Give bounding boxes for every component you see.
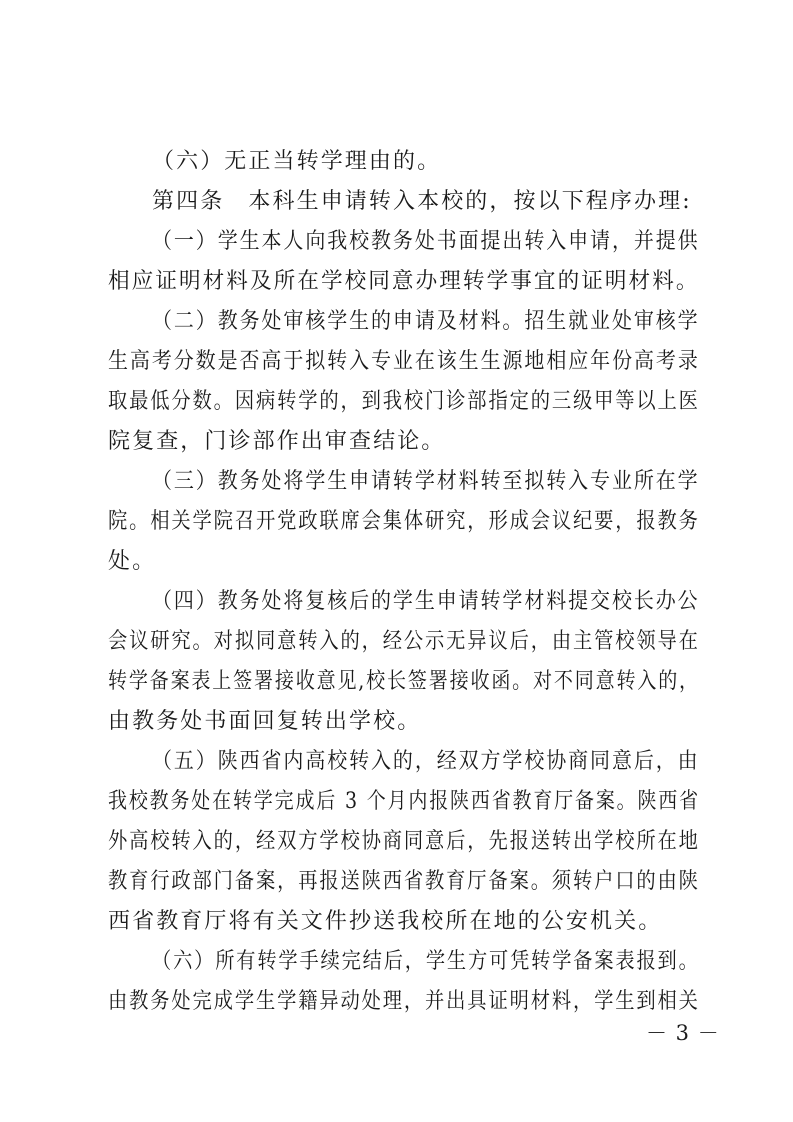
paragraph-line-16: （五）陕西省内高校转入的，经双方学校协商同意后，由: [152, 749, 700, 774]
page-number: － 3 －: [646, 1021, 720, 1045]
paragraph-line-21: （六）所有转学手续完结后，学生方可凭转学备案表报到。: [152, 949, 700, 974]
paragraph-line-7: 取最低分数。因病转学的，到我校门诊部指定的三级甲等以上医: [108, 389, 700, 414]
paragraph-line-13: 会议研究。对拟同意转入的，经公示无异议后，由主管校领导在: [108, 629, 700, 654]
paragraph-line-14: 转学备案表上签署接收意见,校长签署接收函。对不同意转入的，: [108, 669, 700, 694]
paragraph-line-10: 院。相关学院召开党政联席会集体研究，形成会议纪要，报教务: [108, 509, 700, 534]
paragraph-line-12: （四）教务处将复核后的学生申请转学材料提交校长办公: [152, 589, 700, 614]
paragraph-line-3: （一）学生本人向我校教务处书面提出转入申请，并提供: [152, 229, 700, 254]
paragraph-line-19: 教育行政部门备案，再报送陕西省教育厅备案。须转户口的由陕: [108, 869, 700, 894]
paragraph-line-8: 院复查，门诊部作出审查结论。: [108, 429, 446, 454]
paragraph-line-4: 相应证明材料及所在学校同意办理转学事宜的证明材料。: [108, 269, 700, 294]
paragraph-line-6: 生高考分数是否高于拟转入专业在该生生源地相应年份高考录: [108, 349, 700, 374]
paragraph-line-2: 第四条 本科生申请转入本校的，按以下程序办理:: [152, 189, 692, 214]
paragraph-line-5: （二）教务处审核学生的申请及材料。招生就业处审核学: [152, 309, 700, 334]
paragraph-line-20: 西省教育厅将有关文件抄送我校所在地的公安机关。: [108, 909, 663, 934]
paragraph-line-1: （六）无正当转学理由的。: [152, 149, 442, 174]
paragraph-line-18: 外高校转入的，经双方学校协商同意后，先报送转出学校所在地: [108, 829, 700, 854]
paragraph-line-9: （三）教务处将学生申请转学材料转至拟转入专业所在学: [152, 469, 700, 494]
paragraph-line-11: 处。: [108, 549, 157, 574]
paragraph-line-22: 由教务处完成学生学籍异动处理，并出具证明材料，学生到相关: [108, 989, 700, 1014]
paragraph-line-17: 我校教务处在转学完成后 3 个月内报陕西省教育厅备案。陕西省: [108, 789, 700, 814]
paragraph-line-15: 由教务处书面回复转出学校。: [108, 709, 422, 734]
